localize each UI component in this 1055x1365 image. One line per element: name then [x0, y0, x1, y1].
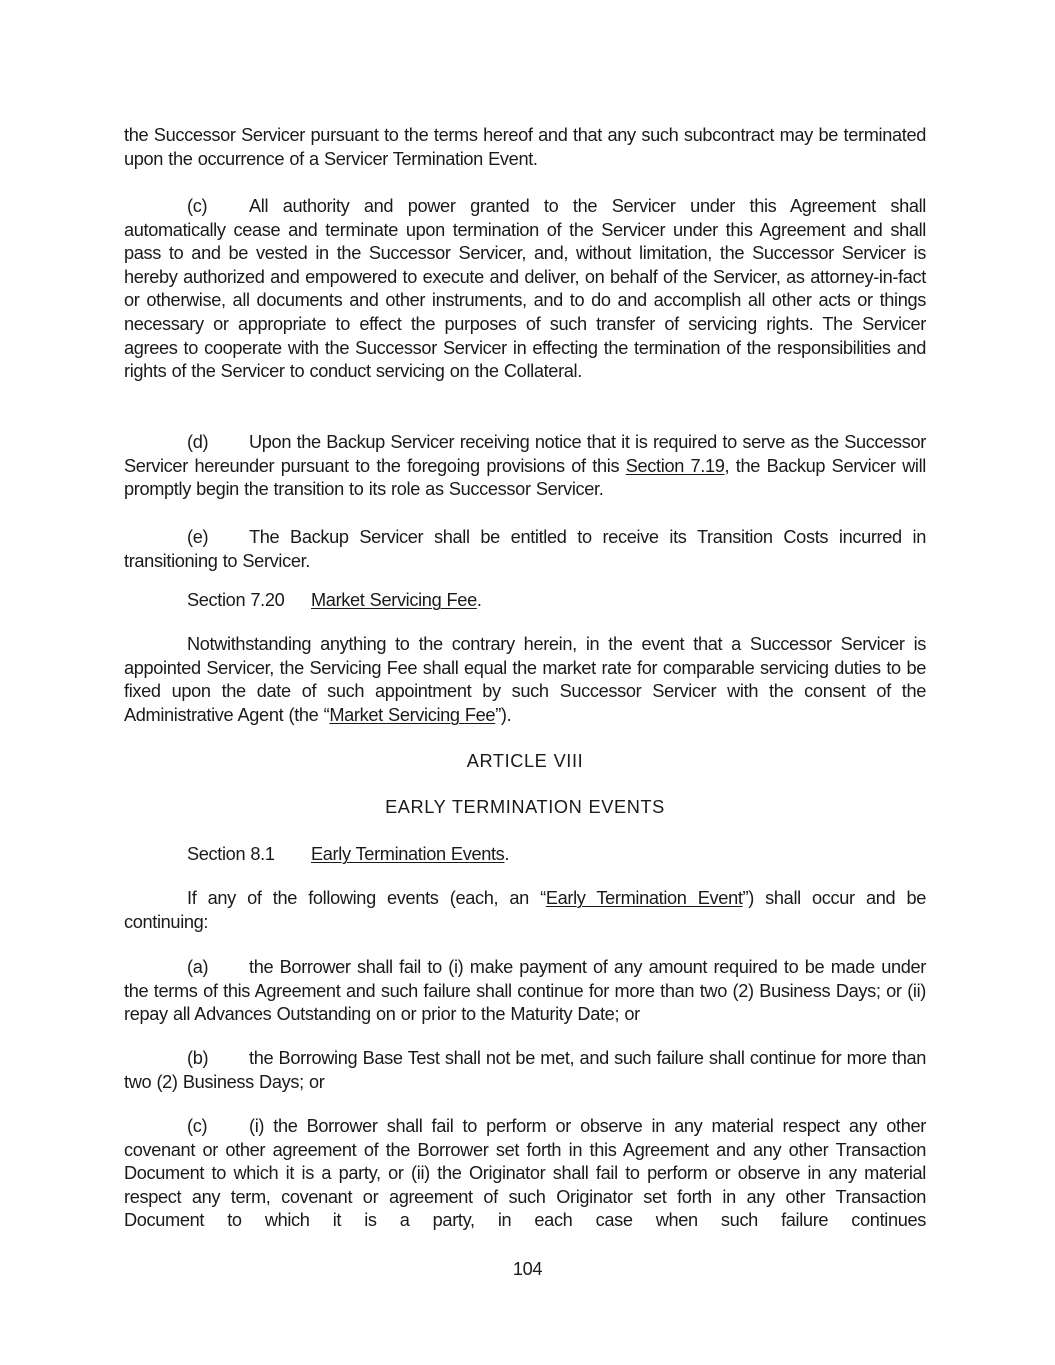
section-7-20-body	[124, 633, 926, 727]
paragraph-text: (i) the Borrower shall fail to perform or observe in any material respect any other covenant or other agreement of the Borrower set forth in this Agreement and any other Transaction Document to which it is a party, or (ii) the Originator shall fail to perform or observe in any material respect any term, covenant or agreement of such Originator set forth in any other Transaction Document to which it is a party, in each case when such failure continues	[124, 1116, 926, 1231]
early-termination-item-c	[124, 1115, 926, 1233]
paragraph-7-19-e	[124, 526, 926, 573]
section-title: Market Servicing Fee	[311, 590, 477, 610]
paragraph-7-19-c	[124, 195, 926, 384]
clause-label: (c)	[187, 1116, 208, 1136]
section-number: Section 8.1	[187, 844, 275, 864]
section-title: Early Termination Events	[311, 844, 505, 864]
section-7-20-heading	[187, 588, 482, 612]
paragraph-text: the Borrower shall fail to (i) make payment of any amount required to be made under the terms of this Agreement and such failure shall continue for more than two (2) Business Days; or (ii) repay all Advances Outstanding on or prior to the Maturity Date; or	[124, 957, 926, 1025]
page-number: 104	[512, 1259, 543, 1279]
paragraph-text: the Borrowing Base Test shall not be met, and such failure shall continue for more than two (2) Business Days; or	[124, 1048, 926, 1092]
section-title-suffix: .	[476, 590, 482, 610]
clause-label: (a)	[187, 957, 209, 977]
article-title: EARLY TERMINATION EVENTS	[385, 797, 665, 817]
section-reference-link[interactable]: Section 7.19	[625, 455, 725, 476]
paragraph-text: ”).	[495, 704, 512, 725]
paragraph-text: , the Backup Servicer will promptly begin the transition to its role as Successor Servicer.	[124, 455, 926, 500]
paragraph-text: Upon the Backup Servicer receiving notice that it is required to serve as the Successor Servicer hereunder pursuant to the foregoing provisions of this	[124, 432, 926, 476]
paragraph-7-19-d	[124, 431, 926, 502]
paragraph-text: Notwithstanding anything to the contrary herein, in the event that a Successor Servicer is appointed Servicer, the Servicing Fee shall equal the market rate for comparable servicing duties to be fixed upon the date of such appointment by such Successor Servicer with the consent of the Administrative Agent (the “	[124, 634, 926, 725]
article-heading: ARTICLE VIII	[466, 751, 584, 771]
early-termination-item-b	[124, 1047, 926, 1094]
section-number: Section 7.20	[187, 590, 285, 610]
early-termination-item-a	[124, 956, 926, 1027]
clause-label: (d)	[187, 432, 209, 452]
clause-label: (c)	[187, 196, 208, 216]
section-8-1-intro	[124, 887, 926, 934]
paragraph-text: the Successor Servicer pursuant to the terms hereof and that any such subcontract may be terminated upon the occurrence of a Servicer Termination Event.	[124, 125, 926, 169]
paragraph-text: All authority and power granted to the Servicer under this Agreement shall automatically cease and terminate upon termination of the Servicer under this Agreement and shall pass to and be vested in the Successor Servicer, and, without limitation, the Successor Servicer is hereby authorized and empowered to execute and deliver, on behalf of the Servicer, as attorney-in-fact or otherwise, all documents and other instruments, and to do and accomplish all other acts or things necessary or appropriate to effect the purposes of such transfer of servicing rights. The Servicer agrees to cooperate with the Successor Servicer in effecting the termination of the responsibilities and rights of the Servicer to conduct servicing on the Collateral.	[124, 196, 926, 382]
section-8-1-heading	[187, 842, 509, 866]
clause-label: (e)	[187, 527, 209, 547]
clause-label: (b)	[187, 1048, 209, 1068]
paragraph-text: The Backup Servicer shall be entitled to receive its Transition Costs incurred in transitioning to Servicer.	[124, 527, 926, 571]
section-title-suffix: .	[504, 844, 510, 864]
defined-term: Early Termination Event	[545, 888, 743, 908]
paragraph-text: ”) shall occur and be continuing:	[124, 888, 926, 932]
defined-term: Market Servicing Fee	[329, 704, 496, 725]
paragraph-text: If any of the following events (each, an “	[187, 888, 546, 908]
continuation-paragraph	[124, 124, 926, 171]
